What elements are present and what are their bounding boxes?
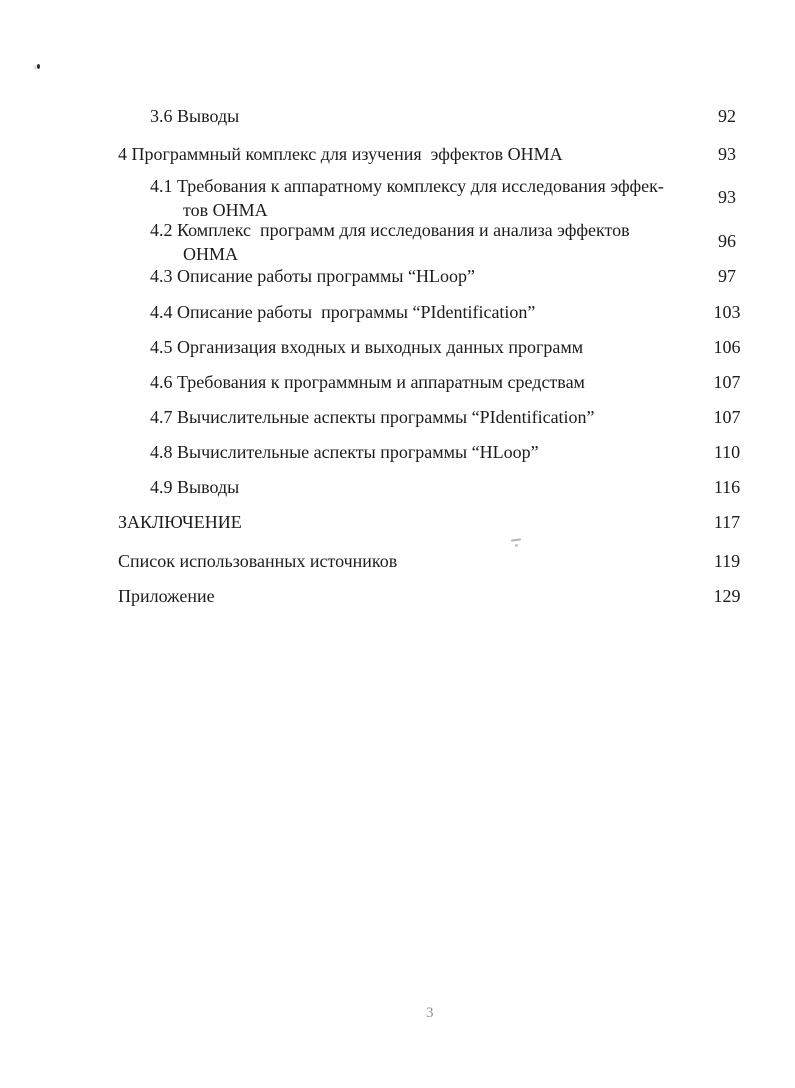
toc-entry-label: 4.8 Вычислительные аспекты программы “HLoop”: [150, 442, 539, 462]
toc-entry-label: 4.4 Описание работы программы “PIdentification”: [150, 302, 536, 322]
toc-entry-label: [150, 174, 664, 222]
toc-entry-label: Список использованных источников: [118, 551, 398, 571]
toc-entry-page: 92: [718, 106, 736, 126]
toc-entry-page: 103: [713, 302, 741, 322]
toc-entry-page: 93: [718, 144, 736, 164]
toc-entry-page: 117: [713, 512, 741, 532]
toc-entry-line: 4.2 Комплекс программ для исследования и анализа эффектов: [150, 220, 630, 240]
scan-smudge-artifact: [511, 537, 525, 549]
toc-entry-page: 129: [713, 586, 741, 606]
toc-entry-page: 119: [713, 551, 741, 571]
toc-entry-label: 4.3 Описание работы программы “HLoop”: [150, 266, 475, 286]
toc-entry-label: 4.5 Организация входных и выходных данных программ: [150, 337, 584, 357]
toc-entry-label: [150, 218, 630, 266]
toc-entry-label: Приложение: [118, 586, 215, 606]
toc-entry-label: 4 Программный комплекс для изучения эффектов ОНМА: [118, 144, 563, 164]
toc-entry-page: 96: [718, 231, 736, 251]
footer-page-number: 3: [426, 1005, 434, 1021]
toc-entry-page: 116: [713, 477, 741, 497]
toc-entry-page: 110: [713, 442, 741, 462]
toc-entry-line: ОНМА: [183, 244, 239, 264]
toc-entry-page: 106: [713, 337, 741, 357]
toc-entry-page: 93: [718, 187, 736, 207]
toc-entry-label: 4.7 Вычислительные аспекты программы “PIdentification”: [150, 407, 595, 427]
scan-speck-artifact: [37, 64, 40, 69]
toc-entry-label: 4.9 Выводы: [150, 477, 240, 497]
toc-entry-page: 97: [718, 266, 736, 286]
toc-entry-line: тов ОНМА: [183, 200, 268, 220]
toc-entry-label: ЗАКЛЮЧЕНИЕ: [118, 512, 242, 532]
toc-entry-label: 3.6 Выводы: [150, 106, 240, 126]
toc-entry-page: 107: [713, 407, 741, 427]
toc-entry-label: 4.6 Требования к программным и аппаратным средствам: [150, 372, 585, 392]
toc-entry-page: 107: [713, 372, 741, 392]
toc-entry-line: 4.1 Требования к аппаратному комплексу для исследования эффек-: [150, 176, 664, 196]
